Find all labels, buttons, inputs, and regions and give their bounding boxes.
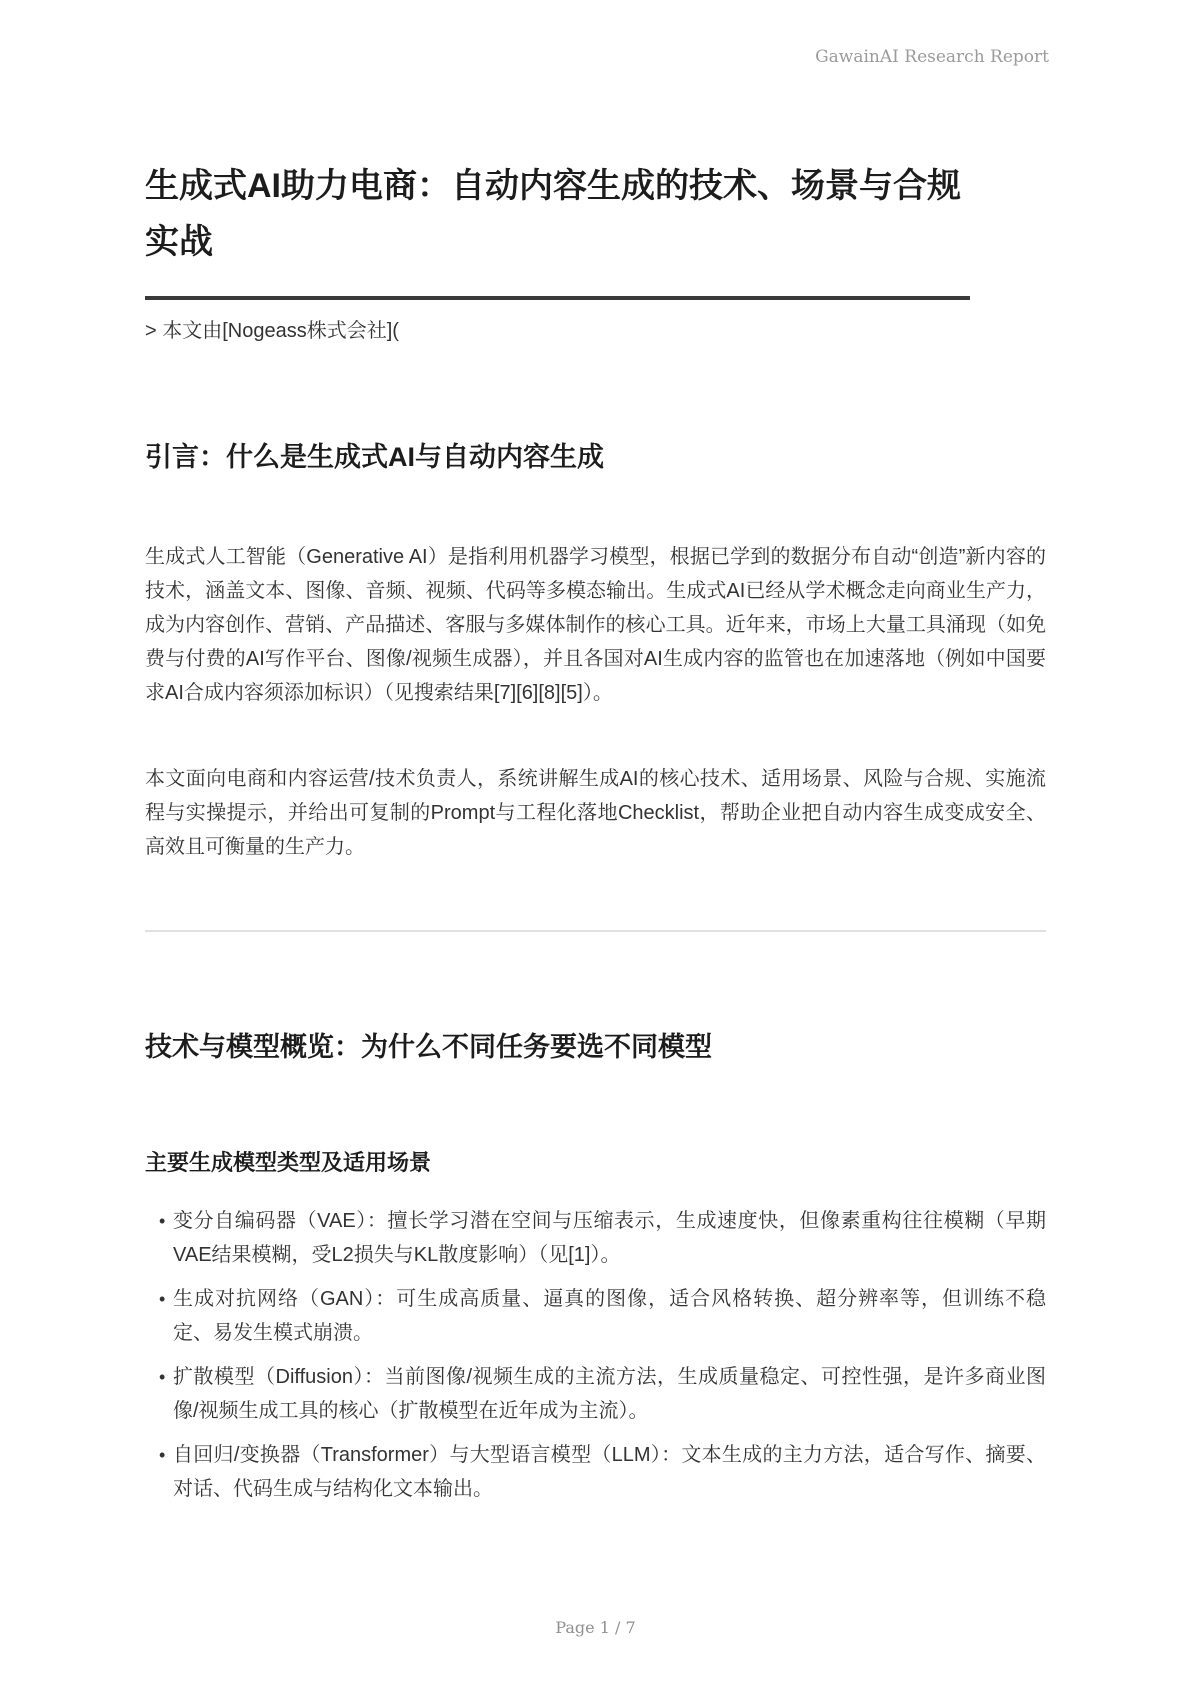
bullet-icon: • xyxy=(159,1211,166,1231)
list-item-text-transformer-llm: 自回归/变换器（Transformer）与大型语言模型（LLM）：文本生成的主力方法，适合写作、摘要、对话、代码生成与结构化文本输出。 xyxy=(173,1444,1046,1500)
report-header-label: GawainAI Research Report xyxy=(815,47,1049,67)
list-item xyxy=(159,1204,1046,1272)
bullet-icon: • xyxy=(159,1367,166,1387)
list-item-text-gan: 生成对抗网络（GAN）：可生成高质量、逼真的图像，适合风格转换、超分辨率等，但训练不稳定、易发生模式崩溃。 xyxy=(173,1288,1046,1344)
document-title: 生成式AI助力电商：自动内容生成的技术、场景与合规实战 xyxy=(145,158,970,300)
report-header xyxy=(0,0,1191,68)
subsection-heading-model-types: 主要生成模型类型及适用场景 xyxy=(145,1150,432,1175)
document-content xyxy=(0,158,1191,1506)
list-item xyxy=(159,1438,1046,1506)
section-heading-models: 技术与模型概览：为什么不同任务要选不同模型 xyxy=(145,1032,712,1062)
model-types-list xyxy=(145,1204,1046,1506)
bullet-icon: • xyxy=(159,1289,166,1309)
intro-paragraph-1: 生成式人工智能（Generative AI）是指利用机器学习模型，根据已学到的数据分布自动“创造”新内容的技术，涵盖文本、图像、音频、视频、代码等多模态输出。生成式AI已经从学术概念走向商业生产力，成为内容创作、营销、产品描述、客服与多媒体制作的核心工具。近年来，市场上大量工具涌现（如免费与付费的AI写作平台、图像/视频生成器），并且各国对AI生成内容的监管也在加速落地（例如中国要求AI合成内容须添加标识）（见搜索结果[7][6][8][5]）。 xyxy=(145,546,1046,704)
byline-text: > 本文由[Nogeass株式会社]( xyxy=(145,320,399,342)
list-item xyxy=(159,1360,1046,1428)
list-item-text-vae: 变分自编码器（VAE）：擅长学习潜在空间与压缩表示，生成速度快，但像素重构往往模糊（早期VAE结果模糊，受L2损失与KL散度影响）（见[1]）。 xyxy=(173,1210,1046,1266)
page-number-label: Page 1 / 7 xyxy=(555,1618,636,1637)
intro-paragraph-2: 本文面向电商和内容运营/技术负责人，系统讲解生成AI的核心技术、适用场景、风险与合规、实施流程与实操提示，并给出可复制的Prompt与工程化落地Checklist，帮助企业把自动内容生成变成安全、高效且可衡量的生产力。 xyxy=(145,768,1046,858)
bullet-icon: • xyxy=(159,1445,166,1465)
list-item-text-diffusion: 扩散模型（Diffusion）：当前图像/视频生成的主流方法，生成质量稳定、可控性强，是许多商业图像/视频生成工具的核心（扩散模型在近年成为主流）。 xyxy=(173,1366,1046,1422)
page-footer xyxy=(0,1618,1191,1638)
section-divider xyxy=(145,930,1046,932)
list-item xyxy=(159,1282,1046,1350)
section-heading-intro: 引言：什么是生成式AI与自动内容生成 xyxy=(145,442,604,472)
